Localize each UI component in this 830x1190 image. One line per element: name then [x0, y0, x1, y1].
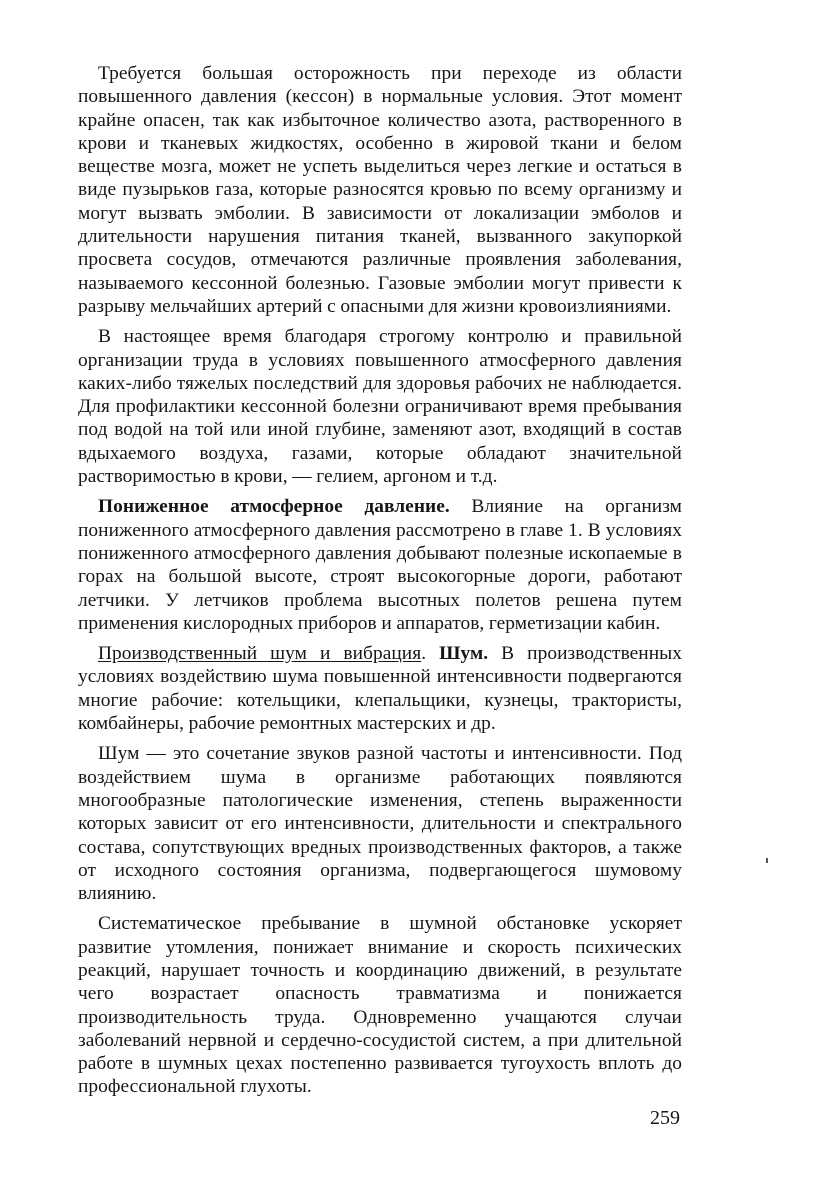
paragraph-noise-effects	[78, 912, 682, 1098]
section-heading-noise-vibration: Производственный шум и вибрация	[98, 643, 422, 665]
paragraph-text: Требуется большая осторожность при переходе из области повышенного давления (кессон) в нормальные условия. Этот момент крайне опасен, так как избыточное количество азота, растворенного в крови и тканевых жидкостях, особенно в жировой ткани и белом веществе мозга, может не успеть выделиться через легкие и остаться в виде пузырьков газа, которые разносятся кровью по всему организму и могут вызвать эмболии. В зависимости от локализации эмболов и длительности нарушения питания тканей, вызванного закупоркой просвета сосудов, отмечаются различные проявления заболевания, называемого кессонной болезнью. Газовые эмболии могут привести к разрыву мельчайших артерий с опасными для жизни кровоизлияниями.	[78, 63, 682, 317]
heading-separator: .	[421, 643, 440, 665]
paragraph-text: Влияние на организм пониженного атмосферного давления рассмотрено в главе 1. В условиях пониженного атмосферного давления добывают полезные ископаемые в горах на большой высоте, строят высокогорные дороги, работают летчики. У летчиков проблема высотных полетов решена путем применения кислородных приборов и аппаратов, герметизации кабин.	[78, 496, 682, 634]
paragraph-noise-intro	[78, 642, 682, 735]
page-number: 259	[650, 1107, 680, 1129]
section-heading-low-pressure: Пониженное атмосферное давление.	[98, 496, 450, 518]
paragraph-noise-definition	[78, 742, 682, 905]
paragraph-text: В производственных условиях воздействию шума повышенной интенсивности подвергаются многие рабочие: котельщики, клепальщики, кузнецы, трактористы, комбайнеры, рабочие ремонтных мастерских и др.	[78, 643, 682, 735]
paragraph-caisson-decompression	[78, 62, 682, 318]
paragraph-text: Систематическое пребывание в шумной обстановке ускоряет развитие утомления, понижает внимание и скорость психических реакций, нарушает точность и координацию движений, в результате чего возрастает опасность травматизма и понижается производительность труда. Одновременно учащаются случаи заболеваний нервной и сердечно-сосудистой систем, а при длительной работе в шумных цехах постепенно развивается тугоухость вплоть до профессиональной глухоты.	[78, 913, 682, 1098]
paragraph-text: В настоящее время благодаря строгому контролю и правильной организации труда в условиях повышенного атмосферного давления каких-либо тяжелых последствий для здоровья рабочих не наблюдается. Для профилактики кессонной болезни ограничивают время пребывания под водой на той или иной глубине, заменяют азот, входящий в состав вдыхаемого воздуха, газами, которые обладают значительной растворимостью в крови, — гелием, аргоном и т.д.	[78, 326, 682, 488]
subheading-noise: Шум.	[439, 643, 489, 665]
scan-speck	[766, 858, 768, 863]
paragraph-low-pressure	[78, 495, 682, 635]
paragraph-text: Шум — это сочетание звуков разной частоты и интенсивности. Под воздействием шума в организме работающих появляются многообразные патологические изменения, степень выраженности которых зависит от его интенсивности, длительности и спектрального состава, сопутствующих вредных производственных факторов, а также от исходного состояния организма, подвергающегося шумовому влиянию.	[78, 743, 682, 905]
paragraph-caisson-prevention	[78, 325, 682, 488]
body-text	[78, 62, 682, 1106]
